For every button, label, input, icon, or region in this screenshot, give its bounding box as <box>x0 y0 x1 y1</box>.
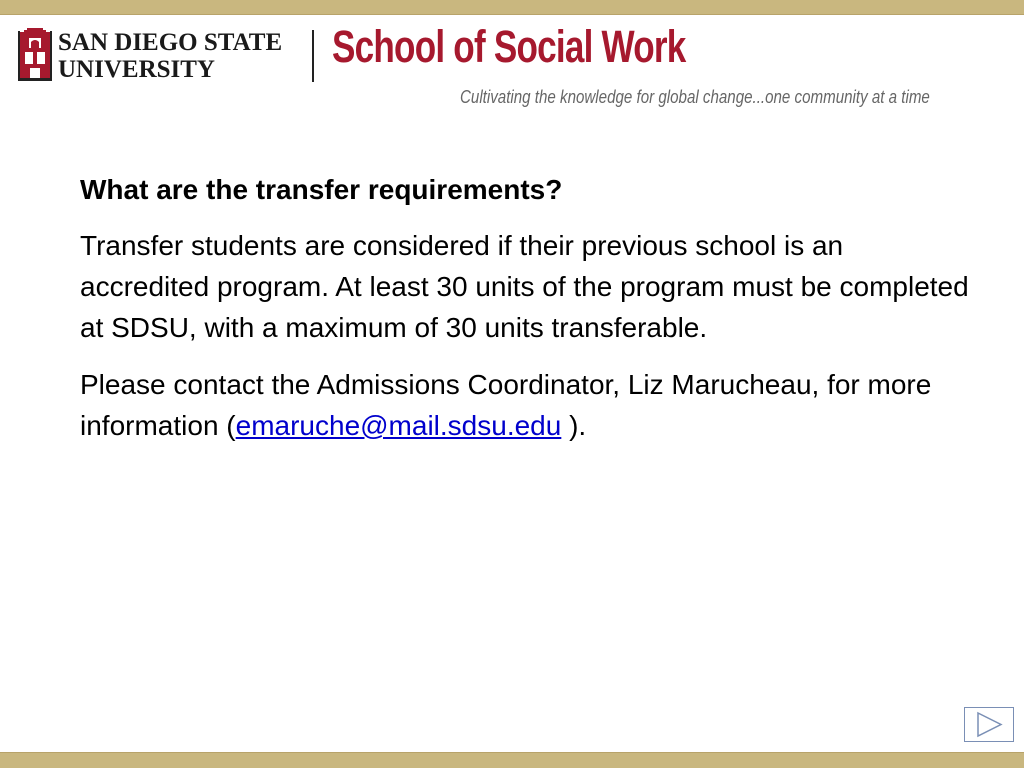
play-triangle-icon <box>965 708 1013 741</box>
university-name-line2: UNIVERSITY <box>58 56 215 83</box>
contact-suffix: ). <box>561 410 587 441</box>
tagline: Cultivating the knowledge for global change...one community at a time <box>460 87 930 107</box>
top-accent-bar <box>0 0 1024 15</box>
logo-divider <box>312 30 314 82</box>
contact-text: Please contact the Admissions Coordinator, Liz Marucheau, for more information ( <box>80 369 932 441</box>
main-content <box>80 172 970 462</box>
university-name-line1: SAN DIEGO STATE <box>58 29 283 56</box>
contact-paragraph <box>80 364 970 446</box>
next-slide-button[interactable] <box>964 707 1014 742</box>
email-link[interactable]: emaruche@mail.sdsu.edu <box>235 410 562 441</box>
page-title: What are the transfer requirements? <box>80 174 563 205</box>
transfer-paragraph: Transfer students are considered if their previous school is an accredited program. At least 30 units of the program must be completed at SDSU, with a maximum of 30 units transferable. <box>80 230 969 343</box>
sdsu-logo <box>18 28 288 84</box>
bottom-accent-bar <box>0 752 1024 768</box>
school-title: School of Social Work <box>332 21 686 72</box>
